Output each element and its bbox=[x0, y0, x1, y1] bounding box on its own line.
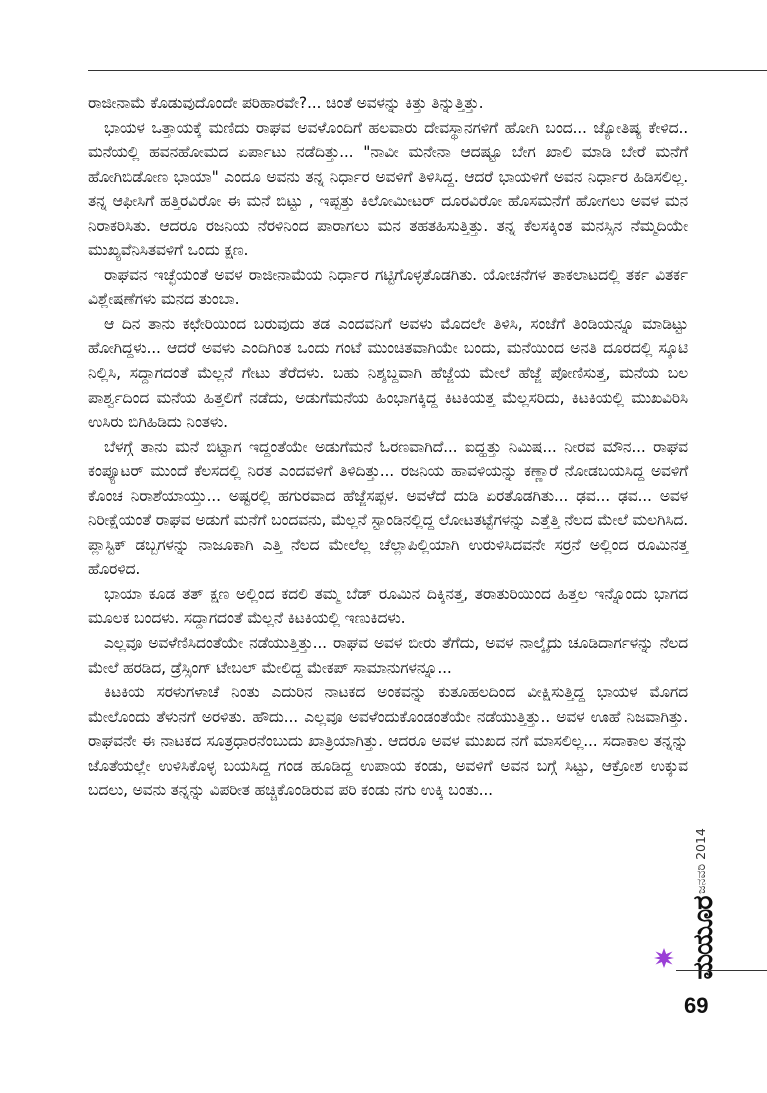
star-burst-icon bbox=[653, 947, 675, 969]
magazine-logo bbox=[681, 895, 726, 980]
article-paragraph: ಎಲ್ಲವೂ ಅವಳೆಣಿಸಿದಂತೆಯೇ ನಡೆಯುತ್ತಿತ್ತು... ರಾಘವ ಅವಳ ಬೀರು ತೆಗೆದು, ಅವಳ ನಾಲ್ಕೈದು ಚೂಡಿದಾರ್ಗಳನ್ನು ನೆಲದ ಮೇಲೆ ಹರಡಿದ, ಡ್ರೆಸ್ಸಿಂಗ್ ಟೇಬಲ್ ಮೇಲಿದ್ದ ಮೇಕಪ್ ಸಾಮಾನುಗಳನ್ನೂ... bbox=[88, 634, 688, 677]
header-rule bbox=[88, 70, 767, 71]
article-paragraph: ಭಾಯಳ ಒತ್ತಾಯಕ್ಕೆ ಮಣಿದು ರಾಘವ ಅವಳೊಂದಿಗೆ ಹಲವಾರು ದೇವಸ್ಥಾನಗಳಿಗೆ ಹೋಗಿ ಬಂದ... ಜ್ಯೋತಿಷ್ಯ ಕೇಳಿದ.. ಮನೆಯಲ್ಲಿ ಹವನಹೋಮದ ಏರ್ಪಾಟು ನಡೆದಿತ್ತು... "ನಾವೀ ಮನೇನಾ ಆದಷ್ಟೂ ಬೇಗ ಖಾಲಿ ಮಾಡಿ ಬೇರೆ ಮನೆಗೆ ಹೋಗಿಬಿಡೋಣ ಭಾಯಾ" ಎಂದೂ ಅವನು ತನ್ನ ನಿರ್ಧಾರ ಅವಳಿಗೆ ತಿಳಿಸಿದ್ದ. ಆದರೆ ಭಾಯಳಿಗೆ ಅವನ ನಿರ್ಧಾರ ಹಿಡಿಸಲಿಲ್ಲ. ತನ್ನ ಆಫೀಸಿಗೆ ಹತ್ತಿರವಿರೋ ಈ ಮನೆ ಬಿಟ್ಟು , ಇಪ್ಪತ್ತು ಕಿಲೋಮೀಟರ್ ದೂರವಿರೋ ಹೊಸಮನೆಗೆ ಹೋಗಲು ಅವಳ ಮನ ನಿರಾಕರಿಸಿತು. ಆದರೂ ರಜನಿಯ ನೆರಳಿನಿಂದ ಪಾರಾಗಲು ಮನ ತಹತಹಿಸುತ್ತಿತ್ತು. ತನ್ನ ಕೆಲಸಕ್ಕಿಂತ ಮನಸ್ಸಿನ ನೆಮ್ಮದಿಯೇ ಮುಖ್ಯವೆನಿಸಿತವಳಿಗೆ ಒಂದು ಕ್ಷಣ. bbox=[88, 118, 688, 260]
article-body bbox=[88, 91, 688, 803]
article-paragraph: ಭಾಯಾ ಕೂಡ ತತ್ ಕ್ಷಣ ಅಲ್ಲಿಂದ ಕದಲಿ ತಮ್ಮ ಬೆಡ್ ರೂಮಿನ ದಿಕ್ಕಿನತ್ತ, ತರಾತುರಿಯಿಂದ ಹಿತ್ತಲ ಇನ್ನೊಂದು ಭಾಗದ ಮೂಲಕ ಬಂದಳು. ಸದ್ದಾಗದಂತೆ ಮೆಲ್ಲನೆ ಕಿಟಕಿಯಲ್ಲಿ ಇಣುಕಿದಳು. bbox=[88, 584, 688, 628]
article-paragraph: ಕಿಟಕಿಯ ಸರಳುಗಳಾಚೆ ನಿಂತು ಎದುರಿನ ನಾಟಕದ ಅಂಕವನ್ನು ಕುತೂಹಲದಿಂದ ವೀಕ್ಷಿಸುತ್ತಿದ್ದ ಭಾಯಳ ಮೊಗದ ಮೇಲೊಂದು ತೆಳುನಗೆ ಅರಳಿತು. ಹೌದು... ಎಲ್ಲವೂ ಅವಳೆಂದುಕೊಂಡಂತೆಯೇ ನಡೆಯುತ್ತಿತ್ತು.. ಅವಳ ಊಹೆ ನಿಜವಾಗಿತ್ತು. ರಾಘವನೇ ಈ ನಾಟಕದ ಸೂತ್ರಧಾರನೆಂಬುದು ಖಾತ್ರಿಯಾಗಿತ್ತು. ಆದರೂ ಅವಳ ಮುಖದ ನಗೆ ಮಾಸಲಿಲ್ಲ... ಸದಾಕಾಲ ತನ್ನನ್ನು ಜೊತೆಯಲ್ಲೇ ಉಳಿಸಿಕೊಳ್ಳ ಬಯಸಿದ್ದ ಗಂಡ ಹೂಡಿದ್ದ ಉಪಾಯ ಕಂಡು, ಅವಳಿಗೆ ಅವನ ಬಗ್ಗೆ ಸಿಟ್ಟು, ಆಕ್ರೋಶ ಉಕ್ಕುವ ಬದಲು, ಅವನು ತನ್ನನ್ನು ವಿಪರೀತ ಹಚ್ಚಿಕೊಂಡಿರುವ ಪರಿ ಕಂಡು ನಗು ಉಕ್ಕಿ ಬಂತು... bbox=[88, 683, 688, 800]
magazine-title-text: ಮಯೂರ bbox=[687, 895, 719, 980]
issue-date-text: ಜನವರಿ 2014 bbox=[693, 828, 708, 894]
article-paragraph: ಆ ದಿನ ತಾನು ಕಛೇರಿಯಿಂದ ಬರುವುದು ತಡ ಎಂದವನಿಗೆ ಅವಳು ಮೊದಲೇ ತಿಳಿಸಿ, ಸಂಜೆಗೆ ತಿಂಡಿಯನ್ನೂ ಮಾಡಿಟ್ಟು ಹೋಗಿದ್ದಳು... ಆದರೆ ಅವಳು ಎಂದಿಗಿಂತ ಒಂದು ಗಂಟೆ ಮುಂಚಿತವಾಗಿಯೇ ಬಂದು, ಮನೆಯಿಂದ ಅನತಿ ದೂರದಲ್ಲಿ ಸ್ಕೂಟಿ ನಿಲ್ಲಿಸಿ, ಸದ್ದಾಗದಂತೆ ಮೆಲ್ಲನೆ ಗೇಟು ತೆರೆದಳು. ಬಹು ನಿಶ್ಶಬ್ದವಾಗಿ ಹೆಜ್ಜೆಯ ಮೇಲೆ ಹೆಜ್ಜೆ ಪೋಣಿಸುತ್ತ, ಮನೆಯ ಬಲ ಪಾರ್ಶ್ವದಿಂದ ಮನೆಯ ಹಿತ್ತಲಿಗೆ ನಡೆದು, ಅಡುಗೆಮನೆಯ ಹಿಂಭಾಗಕ್ಕಿದ್ದ ಕಿಟಕಿಯತ್ತ ಮೆಲ್ಲಸರಿದು, ಕಿಟಕಿಯಲ್ಲಿ ಮುಖವಿರಿಸಿ ಉಸಿರು ಬಿಗಿಹಿಡಿದು ನಿಂತಳು. bbox=[88, 314, 688, 432]
article-paragraph: ರಾಜೀನಾಮೆ ಕೊಡುವುದೊಂದೇ ಪರಿಹಾರವೇ?... ಚಿಂತೆ ಅವಳನ್ನು ಕಿತ್ತು ತಿನ್ನುತ್ತಿತ್ತು. bbox=[88, 94, 484, 112]
article-paragraph: ರಾಘವನ ಇಚ್ಛೆಯಂತೆ ಅವಳ ರಾಜೀನಾಮೆಯ ನಿರ್ಧಾರ ಗಟ್ಟಿಗೊಳ್ಳತೊಡಗಿತು. ಯೋಚನೆಗಳ ತಾಕಲಾಟದಲ್ಲಿ ತರ್ಕ ವಿತರ್ಕ ವಿಶ್ಲೇಷಣೆಗಳು ಮನದ ತುಂಬಾ. bbox=[88, 265, 688, 309]
article-paragraph: ಬೆಳಗ್ಗೆ ತಾನು ಮನೆ ಬಿಟ್ಟಾಗ ಇದ್ದಂತೆಯೇ ಅಡುಗೆಮನೆ ಓರಣವಾಗಿದೆ... ಐದ್ಹತ್ತು ನಿಮಿಷ... ನೀರವ ಮೌನ... ರಾಘವ ಕಂಪ್ಯೂಟರ್ ಮುಂದೆ ಕೆಲಸದಲ್ಲಿ ನಿರತ ಎಂದವಳಿಗೆ ತಿಳಿದಿತ್ತು... ರಜನಿಯ ಹಾವಳಿಯನ್ನು ಕಣ್ಣಾರೆ ನೋಡಬಯಸಿದ್ದ ಅವಳಿಗೆ ಕೊಂಚ ನಿರಾಶೆಯಾಯ್ತು... ಅಷ್ಟರಲ್ಲಿ ಹಗುರವಾದ ಹೆಜ್ಜೆಸಪ್ಪಳ. ಅವಳೆದೆ ದುಡಿ ಏರತೊಡಗಿತು... ಢವ... ಢವ... ಅವಳ ನಿರೀಕ್ಷೆಯಂತೆ ರಾಘವ ಅಡುಗೆ ಮನೆಗೆ ಬಂದವನು, ಮೆಲ್ಲನೆ ಸ್ಟಾಂಡಿನಲ್ಲಿದ್ದ ಲೋಟತಟ್ಟೆಗಳನ್ನು ಎತ್ತೆತ್ತಿ ನೆಲದ ಮೇಲೆ ಮಲಗಿಸಿದ. ಪ್ಲಾಸ್ಟಿಕ್ ಡಬ್ಬಗಳನ್ನು ನಾಜೂಕಾಗಿ ಎತ್ತಿ ನೆಲದ ಮೇಲೆಲ್ಲ ಚೆಲ್ಲಾಪಿಲ್ಲಿಯಾಗಿ ಉರುಳಿಸಿದವನೇ ಸರ್ರನೆ ಅಲ್ಲಿಂದ ರೂಮಿನತ್ತ ಹೊರಳಿದ. bbox=[88, 437, 688, 579]
footer-rule bbox=[676, 970, 767, 971]
page-number: 69 bbox=[684, 993, 709, 1018]
issue-date-label bbox=[680, 822, 722, 900]
